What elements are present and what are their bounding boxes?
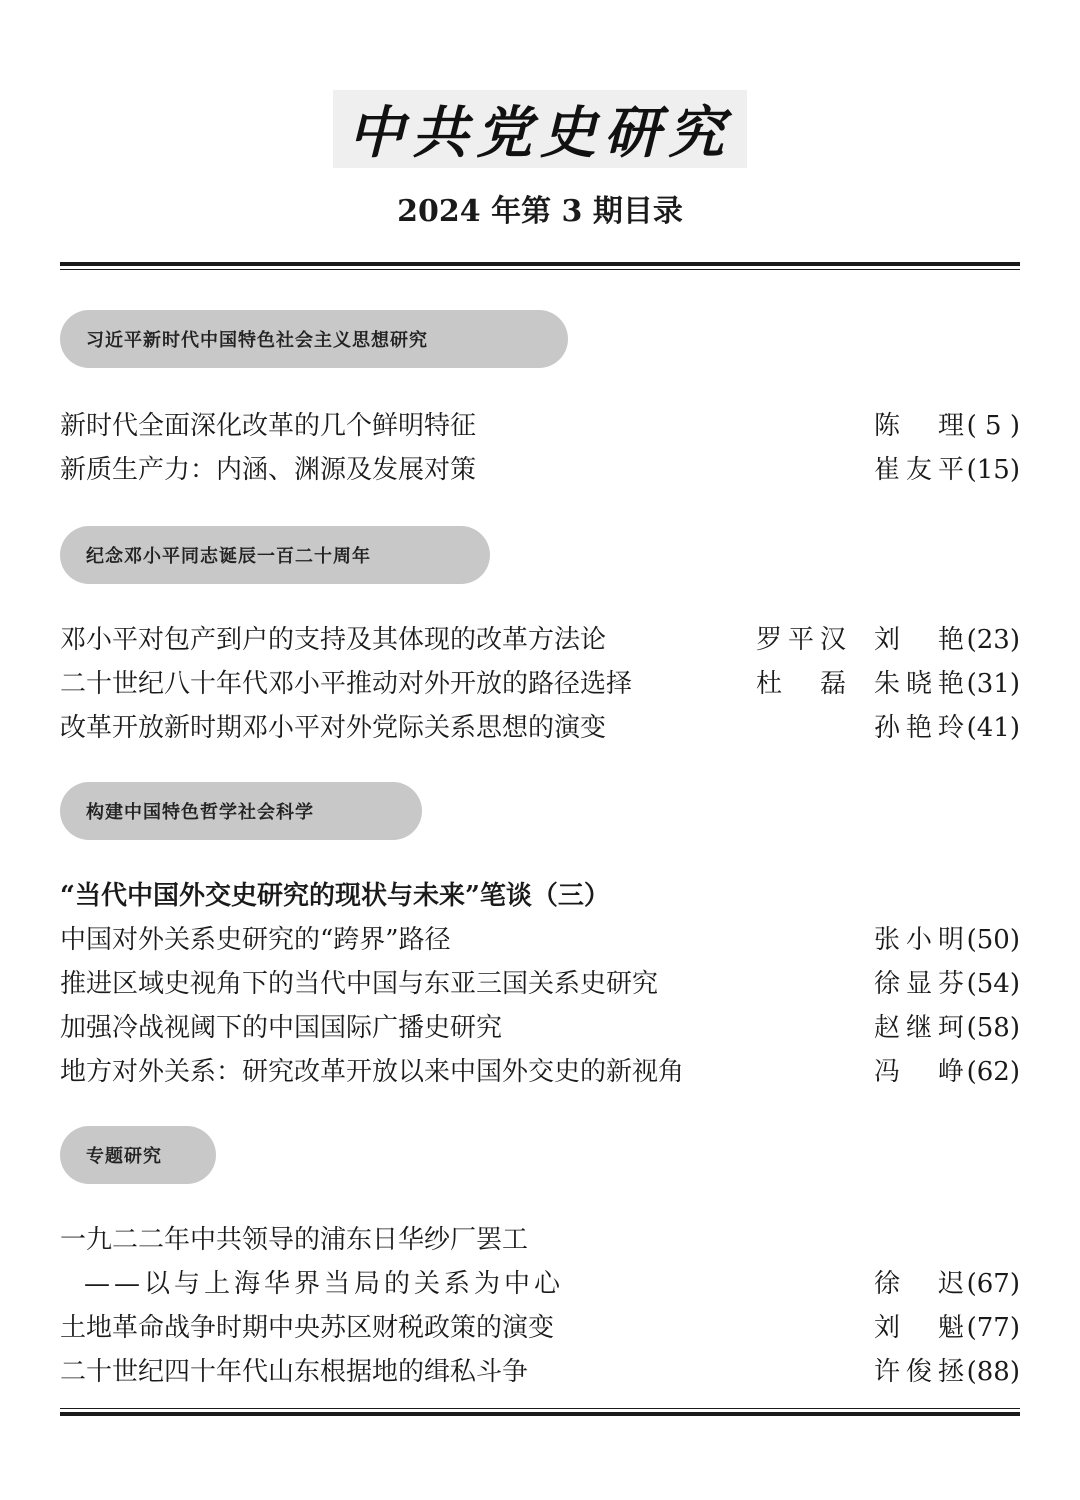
toc-entry[interactable] <box>60 1220 1020 1260</box>
entry-page: (67) <box>966 1269 1020 1299</box>
entry-page: ( 5 ) <box>966 411 1020 441</box>
entry-title: 地方对外关系：研究改革开放以来中国外交史的新视角 <box>60 1057 685 1087</box>
section-label: 专题研究 <box>60 1126 216 1184</box>
entry-title: 新质生产力：内涵、渊源及发展对策 <box>60 455 477 485</box>
section-label: 习近平新时代中国特色社会主义思想研究 <box>60 310 568 368</box>
toc-entry-subtitle[interactable] <box>60 1264 1020 1304</box>
entry-title: 中国对外关系史研究的“跨界”路径 <box>60 925 451 955</box>
entry-author: 许俊拯 <box>874 1357 964 1387</box>
top-rule <box>60 262 1020 270</box>
entry-author: 徐 迟 <box>874 1269 964 1299</box>
entry-coauthor: 杜 磊 <box>756 669 846 699</box>
entry-author: 赵继珂 <box>874 1013 964 1043</box>
entry-author: 冯 峥 <box>874 1057 964 1087</box>
entry-page: (23) <box>966 625 1020 655</box>
entry-author: 刘 艳 <box>874 625 964 655</box>
entry-author: 孙艳玲 <box>874 713 964 743</box>
entry-author: 崔友平 <box>874 455 964 485</box>
bottom-rule <box>60 1408 1020 1416</box>
entry-title: 加强冷战视阈下的中国国际广播史研究 <box>60 1013 503 1043</box>
entry-page: (58) <box>966 1013 1020 1043</box>
entry-title: 改革开放新时期邓小平对外党际关系思想的演变 <box>60 713 607 743</box>
toc-entry[interactable] <box>60 664 1020 704</box>
toc-entry[interactable] <box>60 1008 1020 1048</box>
entry-title: 推进区域史视角下的当代中国与东亚三国关系史研究 <box>60 969 659 999</box>
entry-title: 邓小平对包产到户的支持及其体现的改革方法论 <box>60 625 607 655</box>
toc-entry[interactable] <box>60 1052 1020 1092</box>
entry-page: (54) <box>966 969 1020 999</box>
toc-entry[interactable] <box>60 1308 1020 1348</box>
section-label: 纪念邓小平同志诞辰一百二十周年 <box>60 526 490 584</box>
toc-entry[interactable] <box>60 964 1020 1004</box>
entry-author: 朱晓艳 <box>874 669 964 699</box>
toc-entry[interactable] <box>60 708 1020 748</box>
entry-title: 一九二二年中共领导的浦东日华纱厂罢工 <box>60 1225 529 1255</box>
entry-coauthor: 罗平汉 <box>756 625 846 655</box>
entry-title: 二十世纪八十年代邓小平推动对外开放的路径选择 <box>60 669 633 699</box>
entry-page: (62) <box>966 1057 1020 1087</box>
toc-entry[interactable] <box>60 620 1020 660</box>
journal-masthead <box>333 90 747 168</box>
entry-author: 刘 魁 <box>874 1313 964 1343</box>
section-label: 构建中国特色哲学社会科学 <box>60 782 422 840</box>
toc-entry[interactable] <box>60 1352 1020 1392</box>
feature-heading: “当代中国外交史研究的现状与未来”笔谈（三） <box>60 881 610 911</box>
entry-page: (77) <box>966 1313 1020 1343</box>
entry-author: 徐显芬 <box>874 969 964 999</box>
entry-page: (50) <box>966 925 1020 955</box>
issue-title: 2024 年第 3 期目录 <box>397 194 683 229</box>
entry-page: (15) <box>966 455 1020 485</box>
entry-author: 陈 理 <box>874 411 964 441</box>
masthead-text: 中共党史研究 <box>348 100 732 166</box>
entry-author: 张小明 <box>874 925 964 955</box>
entry-title: 新时代全面深化改革的几个鲜明特征 <box>60 411 477 441</box>
toc-entry[interactable] <box>60 920 1020 960</box>
toc-entry[interactable] <box>60 450 1020 490</box>
entry-title: 二十世纪四十年代山东根据地的缉私斗争 <box>60 1357 529 1387</box>
entry-page: (31) <box>966 669 1020 699</box>
entry-page: (88) <box>966 1357 1020 1387</box>
toc-entry[interactable] <box>60 406 1020 446</box>
entry-title: 土地革命战争时期中央苏区财税政策的演变 <box>60 1313 555 1343</box>
entry-page: (41) <box>966 713 1020 743</box>
entry-subtitle: ——以与上海华界当局的关系为中心 <box>84 1269 565 1299</box>
